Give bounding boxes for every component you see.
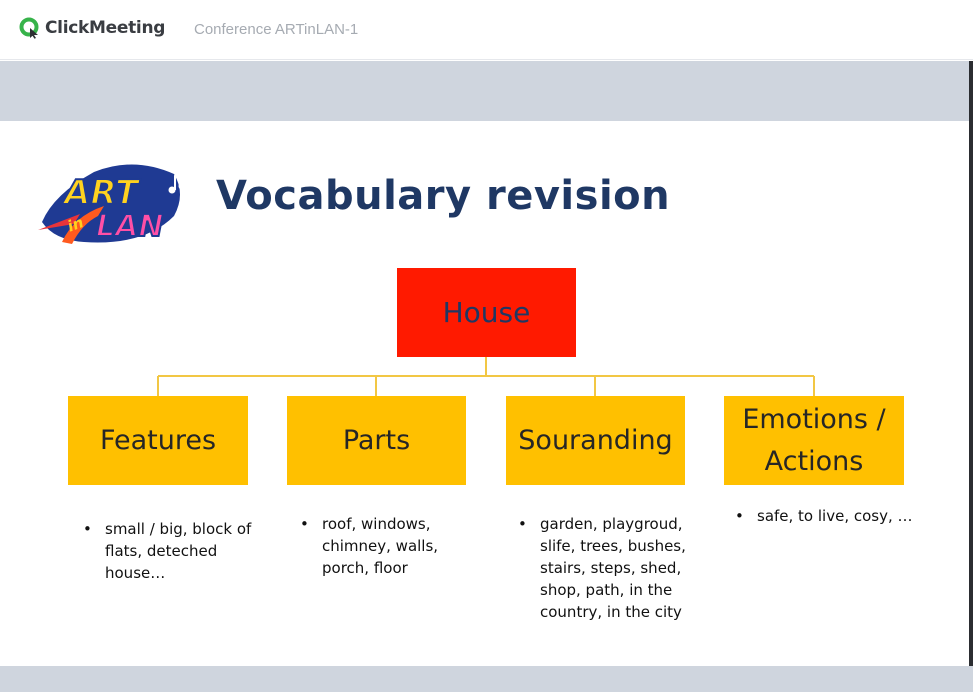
svg-text:LAN: LAN [96, 209, 164, 244]
brand-name: ClickMeeting [45, 18, 166, 38]
list-item: • small / big, block of flats, deteched house… [83, 518, 263, 584]
presentation-slide [0, 121, 969, 666]
house-node-label: House [442, 296, 531, 329]
footer-band [0, 666, 973, 692]
category-parts [287, 396, 466, 485]
category-label: Souranding [518, 424, 673, 456]
category-features [68, 396, 248, 485]
emotions-actions-list [735, 505, 925, 527]
category-label: Emotions / Actions [742, 403, 886, 477]
toolbar-band [0, 61, 973, 121]
svg-text:in: in [64, 213, 86, 236]
clickmeeting-logo[interactable] [19, 17, 165, 39]
house-node [397, 268, 576, 357]
clickmeeting-logo-icon [19, 17, 41, 39]
category-souranding [506, 396, 685, 485]
app-header [0, 0, 973, 60]
slide-edge-divider [969, 61, 973, 666]
category-label: Features [99, 424, 217, 456]
diagram-connectors [0, 121, 969, 666]
list-item: • roof, windows, chimney, walls, porch, floor [300, 513, 470, 579]
svg-text:ART: ART [64, 173, 139, 213]
souranding-list [518, 513, 698, 623]
category-emotions-actions [724, 396, 904, 485]
features-list [83, 518, 263, 584]
slide-title: Vocabulary revision [216, 173, 671, 219]
conference-title: Conference ARTinLAN-1 [194, 21, 359, 38]
list-item: • garden, playgroud, slife, trees, bushes, stairs, steps, shed, shop, path, in the country, in the city [518, 513, 698, 623]
category-label: Parts [342, 424, 411, 456]
list-item: • safe, to live, cosy, … [735, 505, 925, 527]
parts-list [300, 513, 470, 579]
